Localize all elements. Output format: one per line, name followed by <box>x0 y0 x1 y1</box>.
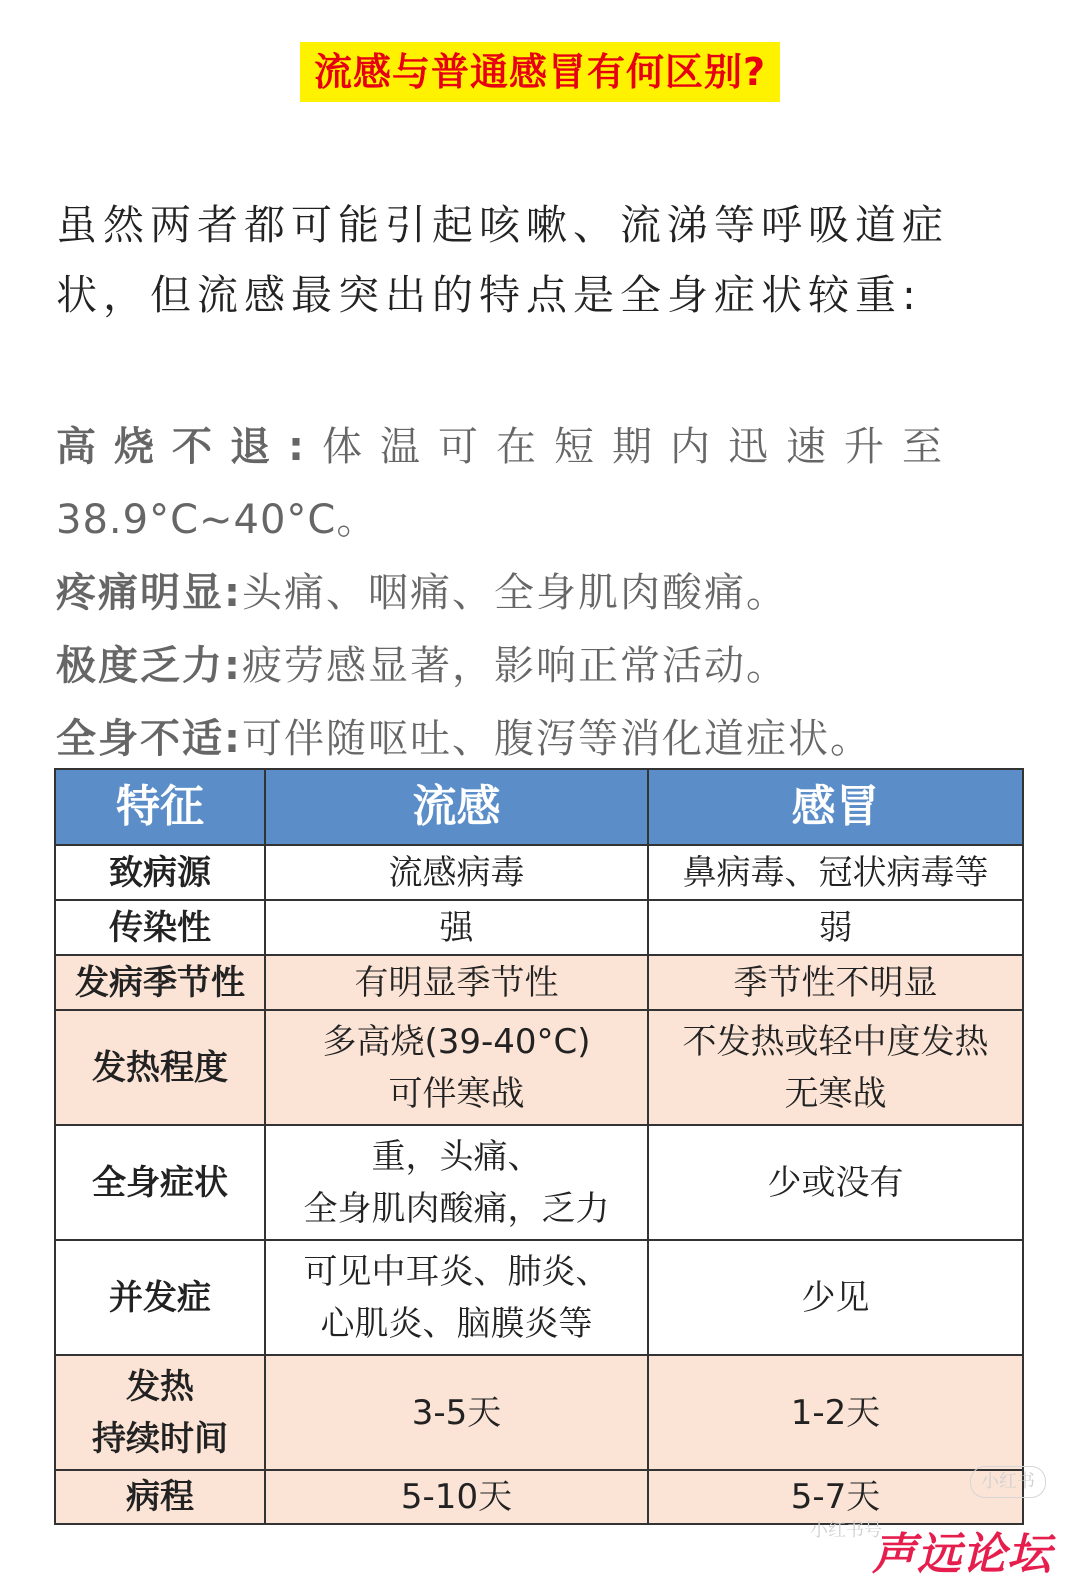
feature-cell-line: 发热 <box>126 1366 194 1407</box>
cold-cell-line: 无寒战 <box>784 1073 887 1114</box>
site-logo: 声远论坛 <box>872 1529 1052 1580</box>
feature-cell: 并发症 <box>55 1240 265 1355</box>
feature-cell: 发热程度 <box>55 1010 265 1125</box>
symptom-key: 高烧不退: <box>56 424 322 470</box>
cold-cell: 5-7天 <box>648 1470 1023 1524</box>
feature-cell-line: 持续时间 <box>92 1418 228 1459</box>
cold-cell-line: 不发热或轻中度发热 <box>682 1021 989 1062</box>
flu-cell-line: 重，头痛、 <box>371 1136 542 1177</box>
symptom-item <box>56 703 1026 776</box>
feature-cell: 传染性 <box>55 900 265 955</box>
watermark-badge: 小红书 <box>970 1466 1046 1498</box>
intro-paragraph: 虽然两者都可能引起咳嗽、流涕等呼吸道症状，但流感最突出的特点是全身症状较重: <box>56 201 949 319</box>
table-row <box>55 900 1023 955</box>
flu-cell: 流感病毒 <box>265 845 648 900</box>
cold-cell: 鼻病毒、冠状病毒等 <box>648 845 1023 900</box>
feature-cell: 发病季节性 <box>55 955 265 1010</box>
table-row <box>55 845 1023 900</box>
flu-cell <box>265 1125 648 1240</box>
flu-cell <box>265 1240 648 1355</box>
table-row <box>55 1355 1023 1470</box>
feature-cell <box>55 1355 265 1470</box>
flu-cell: 强 <box>265 900 648 955</box>
symptom-value: 体温可在短期内迅速升至 <box>322 424 960 470</box>
symptom-key: 全身不适: <box>56 716 242 762</box>
symptom-item-continuation <box>56 484 1026 557</box>
symptom-item <box>56 630 1026 703</box>
comparison-table <box>54 768 1024 1525</box>
symptom-list <box>56 410 1026 776</box>
flu-cell-line: 全身肌肉酸痛，乏力 <box>303 1188 610 1229</box>
header-flu: 流感 <box>265 769 648 845</box>
symptom-key: 疼痛明显: <box>56 570 242 616</box>
table-row <box>55 1240 1023 1355</box>
cold-cell: 1-2天 <box>648 1355 1023 1470</box>
symptom-key: 极度乏力: <box>56 643 242 689</box>
header-feature: 特征 <box>55 769 265 845</box>
flu-cell: 3-5天 <box>265 1355 648 1470</box>
flu-cell-line: 多高烧(39-40°C) <box>322 1021 591 1062</box>
header-cold: 感冒 <box>648 769 1023 845</box>
cold-cell <box>648 1010 1023 1125</box>
feature-cell: 全身症状 <box>55 1125 265 1240</box>
watermark-text: 小红书号 <box>810 1520 882 1541</box>
cold-cell: 弱 <box>648 900 1023 955</box>
symptom-value: 可伴随呕吐、腹泻等消化道症状。 <box>242 716 872 762</box>
table-row <box>55 1010 1023 1125</box>
cold-cell: 少或没有 <box>648 1125 1023 1240</box>
flu-cell: 有明显季节性 <box>265 955 648 1010</box>
table-row <box>55 1125 1023 1240</box>
symptom-value-cont: 38.9°C~40°C。 <box>56 497 378 543</box>
table-header-row <box>55 769 1023 845</box>
flu-cell-line: 可伴寒战 <box>388 1073 525 1114</box>
flu-cell-line: 可见中耳炎、肺炎、 <box>303 1251 610 1292</box>
flu-cell <box>265 1010 648 1125</box>
symptom-value: 头痛、咽痛、全身肌肉酸痛。 <box>242 570 788 616</box>
title-container <box>0 42 1080 102</box>
feature-cell: 致病源 <box>55 845 265 900</box>
symptom-item <box>56 410 1026 484</box>
flu-cell-line: 心肌炎、脑膜炎等 <box>320 1303 593 1344</box>
symptom-value: 疲劳感显著，影响正常活动。 <box>242 643 788 689</box>
page-title: 流感与普通感冒有何区别? <box>300 42 780 102</box>
symptom-item <box>56 557 1026 630</box>
feature-cell: 病程 <box>55 1470 265 1524</box>
table-row <box>55 955 1023 1010</box>
cold-cell: 季节性不明显 <box>648 955 1023 1010</box>
flu-cell: 5-10天 <box>265 1470 648 1524</box>
cold-cell: 少见 <box>648 1240 1023 1355</box>
